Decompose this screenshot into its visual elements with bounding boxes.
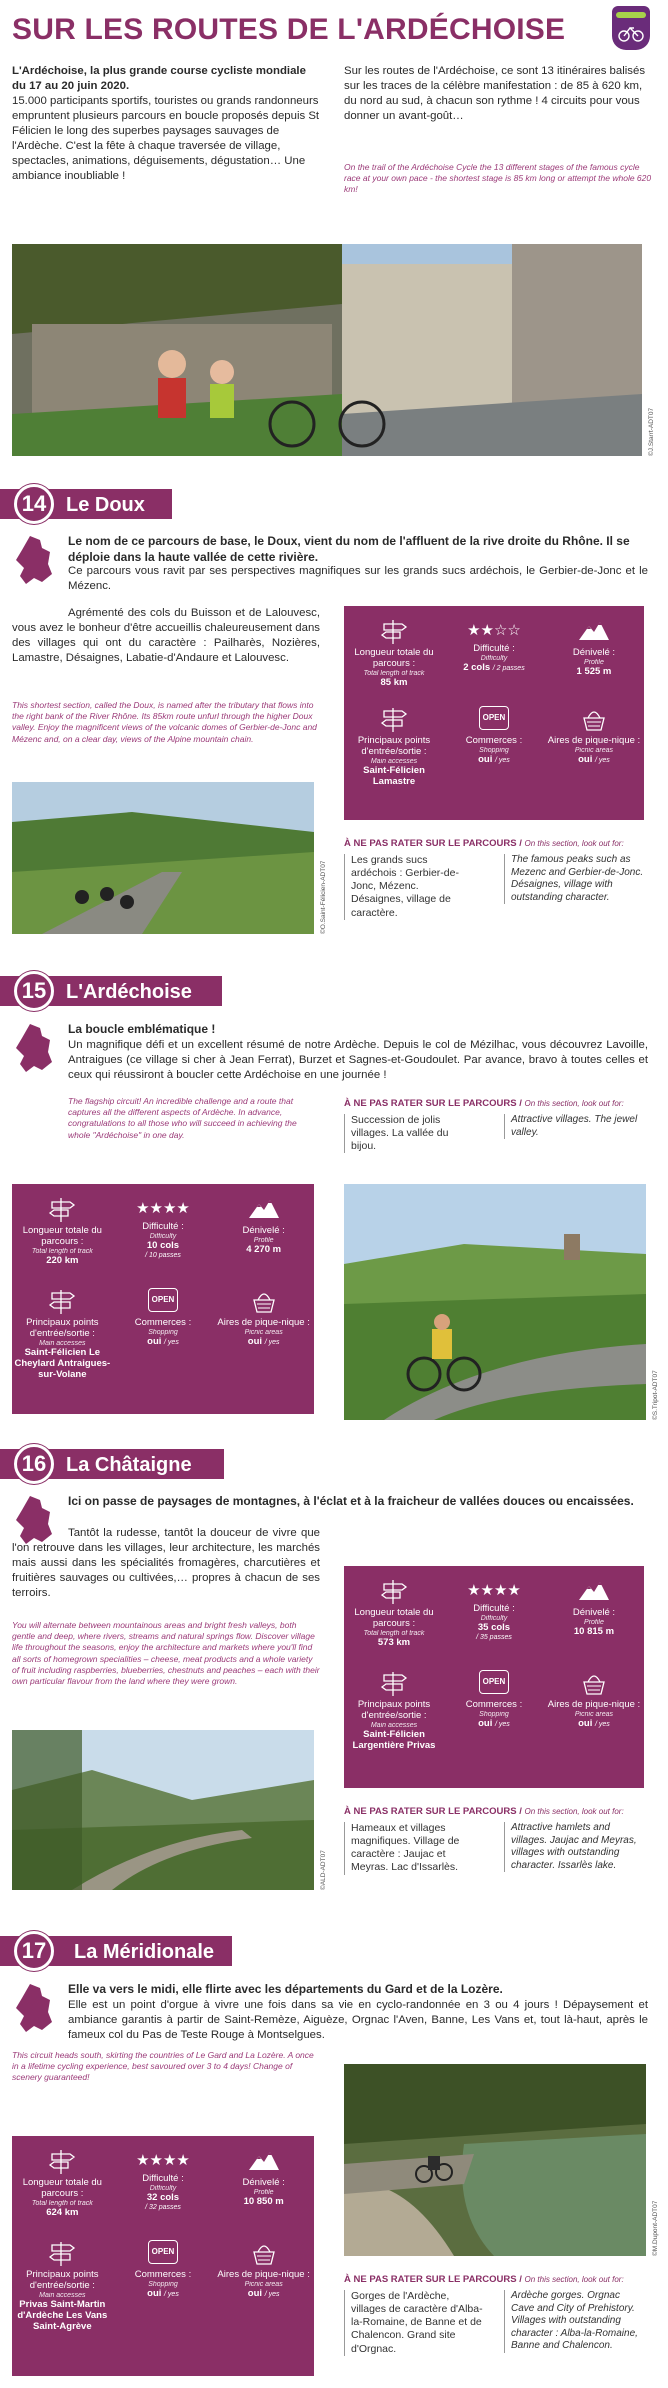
photo-credit: ©O.Saint-Félicien-ADT07 (320, 860, 327, 934)
direction-arrows-icon (378, 1670, 410, 1696)
difficulty-stat: ★★☆☆ Difficulté : Difficulty 2 cols / 2 passes (444, 618, 544, 674)
direction-arrows-icon (46, 2240, 78, 2266)
route-lead: La boucle emblématique ! (68, 1022, 216, 1036)
not-to-miss-heading: À NE PAS RATER SUR LE PARCOURS / On this section, look out for: (344, 1806, 624, 1817)
difficulty-stat: ★★★★ Difficulté : Difficulty 10 cols / 10 passes (113, 1196, 214, 1260)
elevation-stat: Dénivelé : Profile 10 815 m (544, 1578, 644, 1638)
page-title: SUR LES ROUTES DE L'ARDÉCHOISE (12, 13, 566, 46)
route-number: 17 (14, 1931, 54, 1971)
photo-cyclists-road (12, 782, 314, 934)
not-to-miss-fr: Succession de jolis villages. La vallée du bijou. (344, 1114, 474, 1153)
mountain-icon (248, 1196, 280, 1222)
not-to-miss-en: Attractive hamlets and villages. Jaujac and Meyras, villages with outstanding character. Issarlès lake. (504, 1822, 644, 1872)
mountain-icon (578, 618, 610, 644)
photo-credit: ©ALD-ADT07 (320, 1850, 327, 1890)
not-to-miss-fr: Gorges de l'Ardèche, villages de caractère d'Alba-la-Romaine, de Banne et de Chalencon. Grand site d'Orgnac. (344, 2290, 484, 2356)
route-number: 16 (14, 1444, 54, 1484)
difficulty-stat: ★★★★ Difficulté : Difficulty 35 cols / 35 passes (444, 1578, 544, 1642)
length-stat: Longueur totale du parcours : Total length of track 220 km (12, 1196, 113, 1267)
elevation-stat: Dénivelé : Profile 4 270 m (213, 1196, 314, 1256)
route-english: This circuit heads south, skirting the countries of Le Gard and La Lozère. A once in a lifetime cycling experience, best savoured over 3 to 4 days! Change of scenery guaranteed! (12, 2050, 314, 2083)
picnic-stat: Aires de pique-nique : Picnic areas oui / yes (544, 706, 644, 766)
not-to-miss-fr: Hameaux et villages magnifiques. Village de caractère : Jaujac et Meyras. Lac d'Issarlès. (344, 1822, 474, 1875)
route-lead: Le nom de ce parcours de base, le Doux, vient du nom de l'affluent de la rive droite du Rhône. Il se déploie dans la haute vallée de cette rivière. (68, 534, 630, 564)
picnic-basket-icon (248, 2240, 280, 2266)
not-to-miss-fr: Les grands sucs ardéchois : Gerbier-de-Jonc, Mézenc. Désaignes, village de caractère. (344, 854, 474, 920)
signpost-icon (378, 618, 410, 644)
open-sign-icon: OPEN (148, 2240, 178, 2264)
intro-right-text: Sur les routes de l'Ardéchoise, ce sont 13 itinéraires balisés sur les traces de la célèbre manifestation : de 85 à 620 km, du nord au sud, à chacun son rythme ! 4 circuits pour vous donner un avant-goût… (344, 65, 646, 123)
difficulty-stars: ★★★★ (136, 2152, 190, 2169)
photo-credit: ©S.Tripot-ADT07 (652, 1370, 659, 1420)
signpost-icon (46, 1196, 78, 1222)
access-stat: Principaux points d'entrée/sortie : Main accesses Saint-Félicien Largentière Privas (344, 1670, 444, 1752)
elevation-stat: Dénivelé : Profile 10 850 m (213, 2148, 314, 2208)
ardeche-map-icon (12, 1022, 56, 1074)
photo-mountain-valley-road (12, 1730, 314, 1890)
route-name: Le Doux (66, 494, 145, 516)
ardeche-map-icon (12, 1982, 56, 2034)
intro-english-text: On the trail of the Ardéchoise Cycle the 13 different stages of the famous cycle race at your own pace - the shortest stage is 85 km long or attempt the whole 620 km! (344, 162, 652, 195)
picnic-stat: Aires de pique-nique : Picnic areas oui / yes (213, 1288, 314, 1348)
route-name: La Méridionale (74, 1941, 215, 1963)
picnic-basket-icon (578, 1670, 610, 1696)
mountain-icon (248, 2148, 280, 2174)
intro-headline: L'Ardéchoise, la plus grande course cycliste mondiale du 17 au 20 juin 2020. (12, 65, 306, 93)
route-info-box (344, 606, 644, 820)
length-stat: Longueur totale du parcours : Total length of track 624 km (12, 2148, 113, 2219)
route-name: L'Ardéchoise (66, 981, 192, 1003)
open-sign-icon: OPEN (479, 706, 509, 730)
route-english: You will alternate between mountainous areas and bright fresh valleys, both gentle and deep, where rivers, streams and natural springs flow. Discover village life throughout the seasons, enjoy the architecture and markets where you'll find all sorts of homegrown specialities – cheese, meat products and a whole variety of fruit including raspberries, blueberries, chestnuts and peaches – each with their own particular flavour from the land where they were grown. (12, 1620, 320, 1687)
not-to-miss-heading: À NE PAS RATER SUR LE PARCOURS / On this section, look out for: (344, 838, 624, 849)
direction-arrows-icon (46, 1288, 78, 1314)
route-description: Ce parcours vous ravit par ses perspectives magnifiques sur les grands sucs ardéchois, le Gerbier-de-Jonc et le Mézenc. (68, 565, 648, 593)
route-description: Un magnifique défi et un excellent résumé de notre Ardèche. Depuis le col de Mézilhac, vous découvrez Lavoille, Antraigues (ce village si cher à Jean Ferrat), Burzet et Sagnes-et-Goudoulet. Par avance, bravo à toutes celles et ceux qui réussiront à boucler cette Ardéchoise en une journée ! (68, 1039, 648, 1082)
open-sign-icon: OPEN (148, 1288, 178, 1312)
access-stat: Principaux points d'entrée/sortie : Main accesses Saint-Félicien Le Cheylard Antraigues-sur-Volane (12, 1288, 113, 1381)
shopping-stat: OPEN Commerces : Shopping oui / yes (444, 1670, 544, 1730)
shopping-stat: OPEN Commerces : Shopping oui / yes (113, 2240, 214, 2300)
difficulty-stars: ★★☆☆ (467, 622, 521, 639)
photo-credit: ©J.Starrt-ADT07 (648, 407, 655, 456)
mountain-icon (578, 1578, 610, 1604)
ardeche-map-icon (12, 534, 56, 586)
route-description-2: Agrémenté des cols du Buisson et de Lalouvesc, vous avez le bonheur d'être accueillis chaleureusement dans des villages qui ont du caractère : Pailharès, Nozières, Lamastre, Désaignes, Labatie-d'Andaure et Lalouvesc. (12, 607, 320, 665)
ardechoise-logo (612, 6, 650, 50)
not-to-miss-heading: À NE PAS RATER SUR LE PARCOURS / On this section, look out for: (344, 1098, 624, 1109)
direction-arrows-icon (378, 706, 410, 732)
hero-photo-cyclists-village (12, 244, 642, 456)
access-stat: Principaux points d'entrée/sortie : Main accesses Privas Saint-Martin d'Ardèche Les Vans Saint-Agrève (12, 2240, 113, 2333)
length-stat: Longueur totale du parcours : Total length of track 573 km (344, 1578, 444, 1649)
difficulty-stat: ★★★★ Difficulté : Difficulty 32 cols / 32 passes (113, 2148, 214, 2212)
route-english: The flagship circuit! An incredible challenge and a route that captures all the different aspects of Ardèche. In advance, congratulations to all those who will succeed in achieving the whole "Ardéchoise" in one day. (68, 1096, 297, 1140)
signpost-icon (46, 2148, 78, 2174)
signpost-icon (378, 1578, 410, 1604)
elevation-stat: Dénivelé : Profile 1 525 m (544, 618, 644, 678)
route-lead: Ici on passe de paysages de montagnes, à l'éclat et à la fraicheur de vallées douces ou encaissées. (68, 1494, 634, 1508)
not-to-miss-heading: À NE PAS RATER SUR LE PARCOURS / On this section, look out for: (344, 2274, 624, 2285)
difficulty-stars: ★★★★ (467, 1582, 521, 1599)
intro-text: 15.000 participants sportifs, touristes ou grands randonneurs empruntent plusieurs parcours en boucle proposés depuis St Félicien le long des superbes paysages sauvages de l'Ardèche. C'est la fête à chaque traversée de village, spectacles, animations, déguisements, dégustation… Une ambiance inoubliable ! (12, 95, 320, 183)
open-sign-icon: OPEN (479, 1670, 509, 1694)
route-name: La Châtaigne (66, 1454, 192, 1476)
length-stat: Longueur totale du parcours : Total length of track 85 km (344, 618, 444, 689)
not-to-miss-en: Attractive villages. The jewel valley. (504, 1114, 644, 1139)
access-stat: Principaux points d'entrée/sortie : Main accesses Saint-Félicien Lamastre (344, 706, 444, 788)
route-description: Tantôt la rudesse, tantôt la douceur de vivre que l'on retrouve dans les villages, leur architecture, les marchés mais aussi dans les spécialités fromagères, charcutières et fruitières sauvages ou cultivées,… propres à chacun de ses terroirs. (12, 1527, 320, 1600)
not-to-miss-en: Ardèche gorges. Orgnac Cave and City of Prehistory. Villages with outstanding character : Alba-la-Romaine, Banne and Chalencon. (504, 2290, 644, 2353)
route-number: 15 (14, 971, 54, 1011)
shopping-stat: OPEN Commerces : Shopping oui / yes (444, 706, 544, 766)
not-to-miss-en: The famous peaks such as Mezenc and Gerbier-de-Jonc. Désaignes, village with outstanding character. (504, 854, 644, 904)
difficulty-stars: ★★★★ (136, 1200, 190, 1217)
photo-cyclist-gorges-river (344, 2064, 646, 2256)
photo-cyclist-countryside (344, 1184, 646, 1420)
picnic-basket-icon (248, 1288, 280, 1314)
route-english: This shortest section, called the Doux, is named after the tributary that flows into the right bank of the River Rhône. Its 85km route unfurl through the higher Doux valley. Enjoy the magnificent views of the volcanic domes of Gerbier-de-Jonc and Mézenc and, on a clear day, views of the Alpine mountain chain. (12, 700, 317, 744)
route-info-box (344, 1566, 644, 1788)
photo-credit: ©M.Dupont-ADT07 (652, 2200, 659, 2256)
picnic-stat: Aires de pique-nique : Picnic areas oui / yes (544, 1670, 644, 1730)
route-number: 14 (14, 484, 54, 524)
picnic-stat: Aires de pique-nique : Picnic areas oui / yes (213, 2240, 314, 2300)
intro-left-column (12, 64, 320, 184)
picnic-basket-icon (578, 706, 610, 732)
shopping-stat: OPEN Commerces : Shopping oui / yes (113, 1288, 214, 1348)
route-lead: Elle va vers le midi, elle flirte avec les départements du Gard et de la Lozère. (68, 1982, 503, 1996)
route-info-box (12, 1184, 314, 1414)
route-description: Elle est un point d'orgue à vivre une fois dans sa vie en cyclo-randonnée en 3 ou 4 jours ! Dépaysement et ambiance garantis à partir de Saint-Remèze, Aiguèze, Orgnac l'Aven, Banne, Les Vans et, tout là-haut, après le fameux col du Pas de Teste Rouge à Montselgues. (68, 1999, 648, 2042)
route-info-box (12, 2136, 314, 2376)
